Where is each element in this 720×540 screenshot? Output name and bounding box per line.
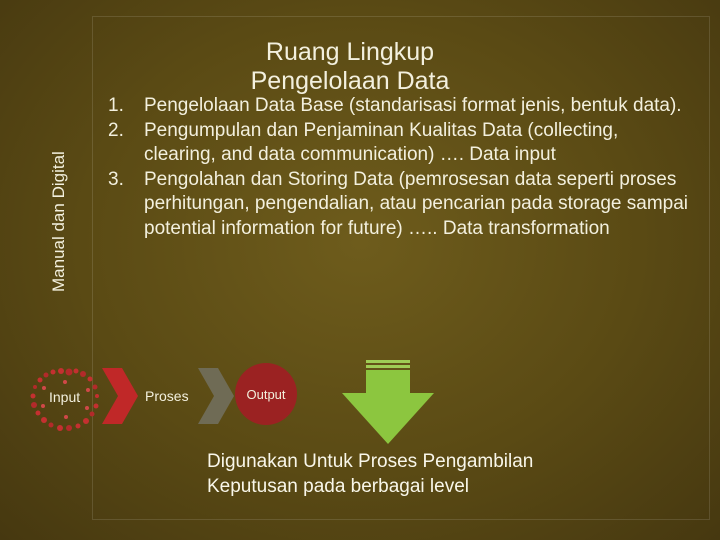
item-number: 1. — [108, 95, 124, 116]
item-text: Pengolahan dan Storing Data (pemrosesan data seperti proses perhitungan, pengendalian, atau pencarian pada storage sampai potential information for future) ….. Data transformation — [144, 168, 689, 239]
process-label: Proses — [145, 388, 189, 404]
output-circle — [235, 363, 297, 425]
output-label: Output — [246, 386, 286, 402]
conclusion-text: Digunakan Untuk Proses Pengambilan Keputusan pada berbagai level — [207, 451, 534, 497]
input-label: Input — [49, 389, 81, 405]
chevron-right-icon — [102, 368, 138, 424]
item-text: Pengelolaan Data Base (standarisasi format jenis, bentuk data). — [144, 95, 682, 116]
item-number: 2. — [108, 119, 124, 141]
slide-title: Ruang Lingkup Pengelolaan Data — [250, 38, 450, 95]
chevron-right-icon — [198, 368, 234, 424]
side-label: Manual dan Digital — [49, 151, 68, 292]
item-text: Pengumpulan dan Penjaminan Kualitas Data (collecting, clearing, and data communication) …. Data input — [144, 119, 619, 165]
item-number: 3. — [108, 168, 124, 190]
arrow-down-icon — [342, 360, 434, 444]
